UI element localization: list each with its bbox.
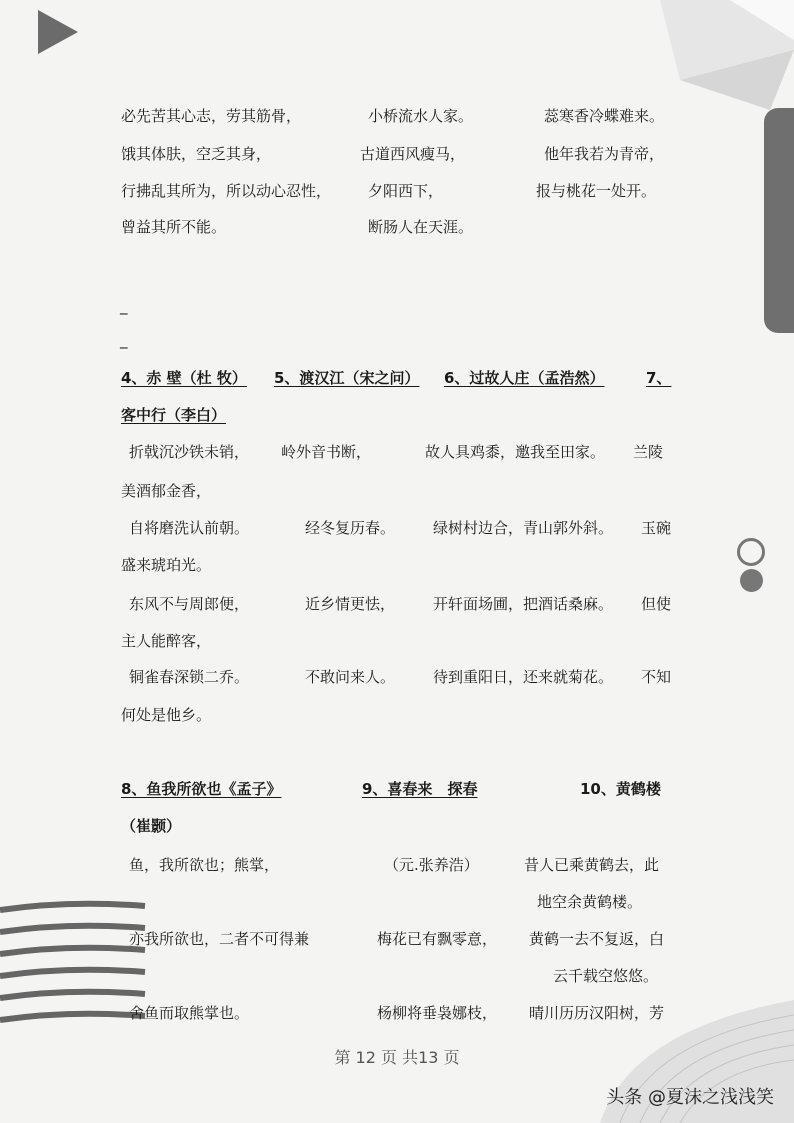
- poem-title: 8、鱼我所欲也《孟子》: [121, 780, 282, 798]
- poem-title: 客中行（李白）: [121, 406, 227, 424]
- poem-line: 断肠人在天涯。: [368, 218, 474, 236]
- poem-line: 昔人已乘黄鹤去，此: [524, 856, 660, 874]
- poem-line: 故人具鸡黍，邀我至田家。: [425, 443, 606, 461]
- poem-line: 舍鱼而取熊掌也。: [129, 1004, 250, 1022]
- poem-line: 他年我若为青帝，: [544, 145, 665, 163]
- ring-circle-icon: [737, 538, 765, 566]
- poem-line: 铜雀春深锁二乔。: [129, 668, 250, 686]
- poem-line: 兰陵: [633, 443, 664, 461]
- play-triangle-icon: [38, 10, 80, 54]
- poem-title: 10、黄鹤楼: [580, 780, 661, 798]
- poem-title: 9、喜春来 探春: [362, 780, 478, 798]
- poem-line: 盛来琥珀光。: [121, 556, 212, 574]
- poem-line: 开轩面场圃，把酒话桑麻。: [433, 595, 614, 613]
- poem-line: 不敢问来人。: [305, 668, 396, 686]
- poem-line: 蕊寒香冷蝶难来。: [544, 107, 665, 125]
- poem-title: 5、渡汉江（宋之问）: [274, 369, 420, 387]
- poem-line: 美酒郁金香，: [121, 482, 212, 500]
- poem-line: 黄鹤一去不复返，白: [529, 930, 665, 948]
- poem-title: 7、: [646, 369, 672, 387]
- poem-line: 夕阳西下，: [368, 182, 444, 200]
- poem-title: 6、过故人庄（孟浩然）: [444, 369, 605, 387]
- filled-circle-icon: [740, 569, 763, 592]
- poem-line: 近乡情更怯，: [305, 595, 396, 613]
- poem-line: 杨柳将垂袅娜枝，: [377, 1004, 498, 1022]
- side-tab: [764, 108, 794, 333]
- wavy-lines-decoration: [0, 900, 150, 1030]
- poem-line: 亦我所欲也，二者不可得兼: [129, 930, 310, 948]
- poem-line: 但使: [641, 595, 672, 613]
- poem-line: 云千载空悠悠。: [553, 967, 659, 985]
- poem-line: 何处是他乡。: [121, 706, 212, 724]
- poem-line: 梅花已有飘零意，: [377, 930, 498, 948]
- poem-line: 古道西风瘦马，: [360, 145, 466, 163]
- poem-line: 曾益其所不能。: [121, 218, 227, 236]
- poem-line: 不知: [641, 668, 672, 686]
- poem-line: 自将磨洗认前朝。: [129, 519, 250, 537]
- poem-line: 绿树村边合，青山郭外斜。: [433, 519, 614, 537]
- poem-line: 晴川历历汉阳树，芳: [529, 1004, 665, 1022]
- poem-line: 行拂乱其所为，所以动心忍性，: [121, 182, 332, 200]
- poem-line: 主人能醉客，: [121, 632, 212, 650]
- marker: _: [120, 297, 128, 315]
- poem-line: 报与桃花一处开。: [536, 182, 657, 200]
- poem-line: （元.张养浩）: [384, 856, 479, 874]
- poem-line: 玉碗: [641, 519, 672, 537]
- poem-line: 饿其体肤，空乏其身，: [121, 145, 272, 163]
- poem-line: 岭外音书断，: [281, 443, 372, 461]
- poem-line: 必先苦其心志，劳其筋骨，: [121, 107, 302, 125]
- poem-line: 经冬复历春。: [305, 519, 396, 537]
- poem-line: 东风不与周郎便，: [129, 595, 250, 613]
- poem-title: （崔颢）: [121, 817, 182, 835]
- watermark: 头条 @夏沫之浅浅笑: [606, 1087, 774, 1108]
- poem-line: 小桥流水人家。: [368, 107, 474, 125]
- poem-line: 鱼，我所欲也；熊掌，: [129, 856, 280, 874]
- poem-line: 地空余黄鹤楼。: [537, 893, 643, 911]
- page-number: 第 12 页 共13 页: [334, 1048, 460, 1067]
- marker: _: [120, 331, 128, 349]
- poem-line: 待到重阳日，还来就菊花。: [433, 668, 614, 686]
- poem-title: 4、赤 壁（杜 牧）: [121, 369, 247, 387]
- poem-line: 折戟沉沙铁未销，: [129, 443, 250, 461]
- corner-paper-fold: [620, 0, 794, 110]
